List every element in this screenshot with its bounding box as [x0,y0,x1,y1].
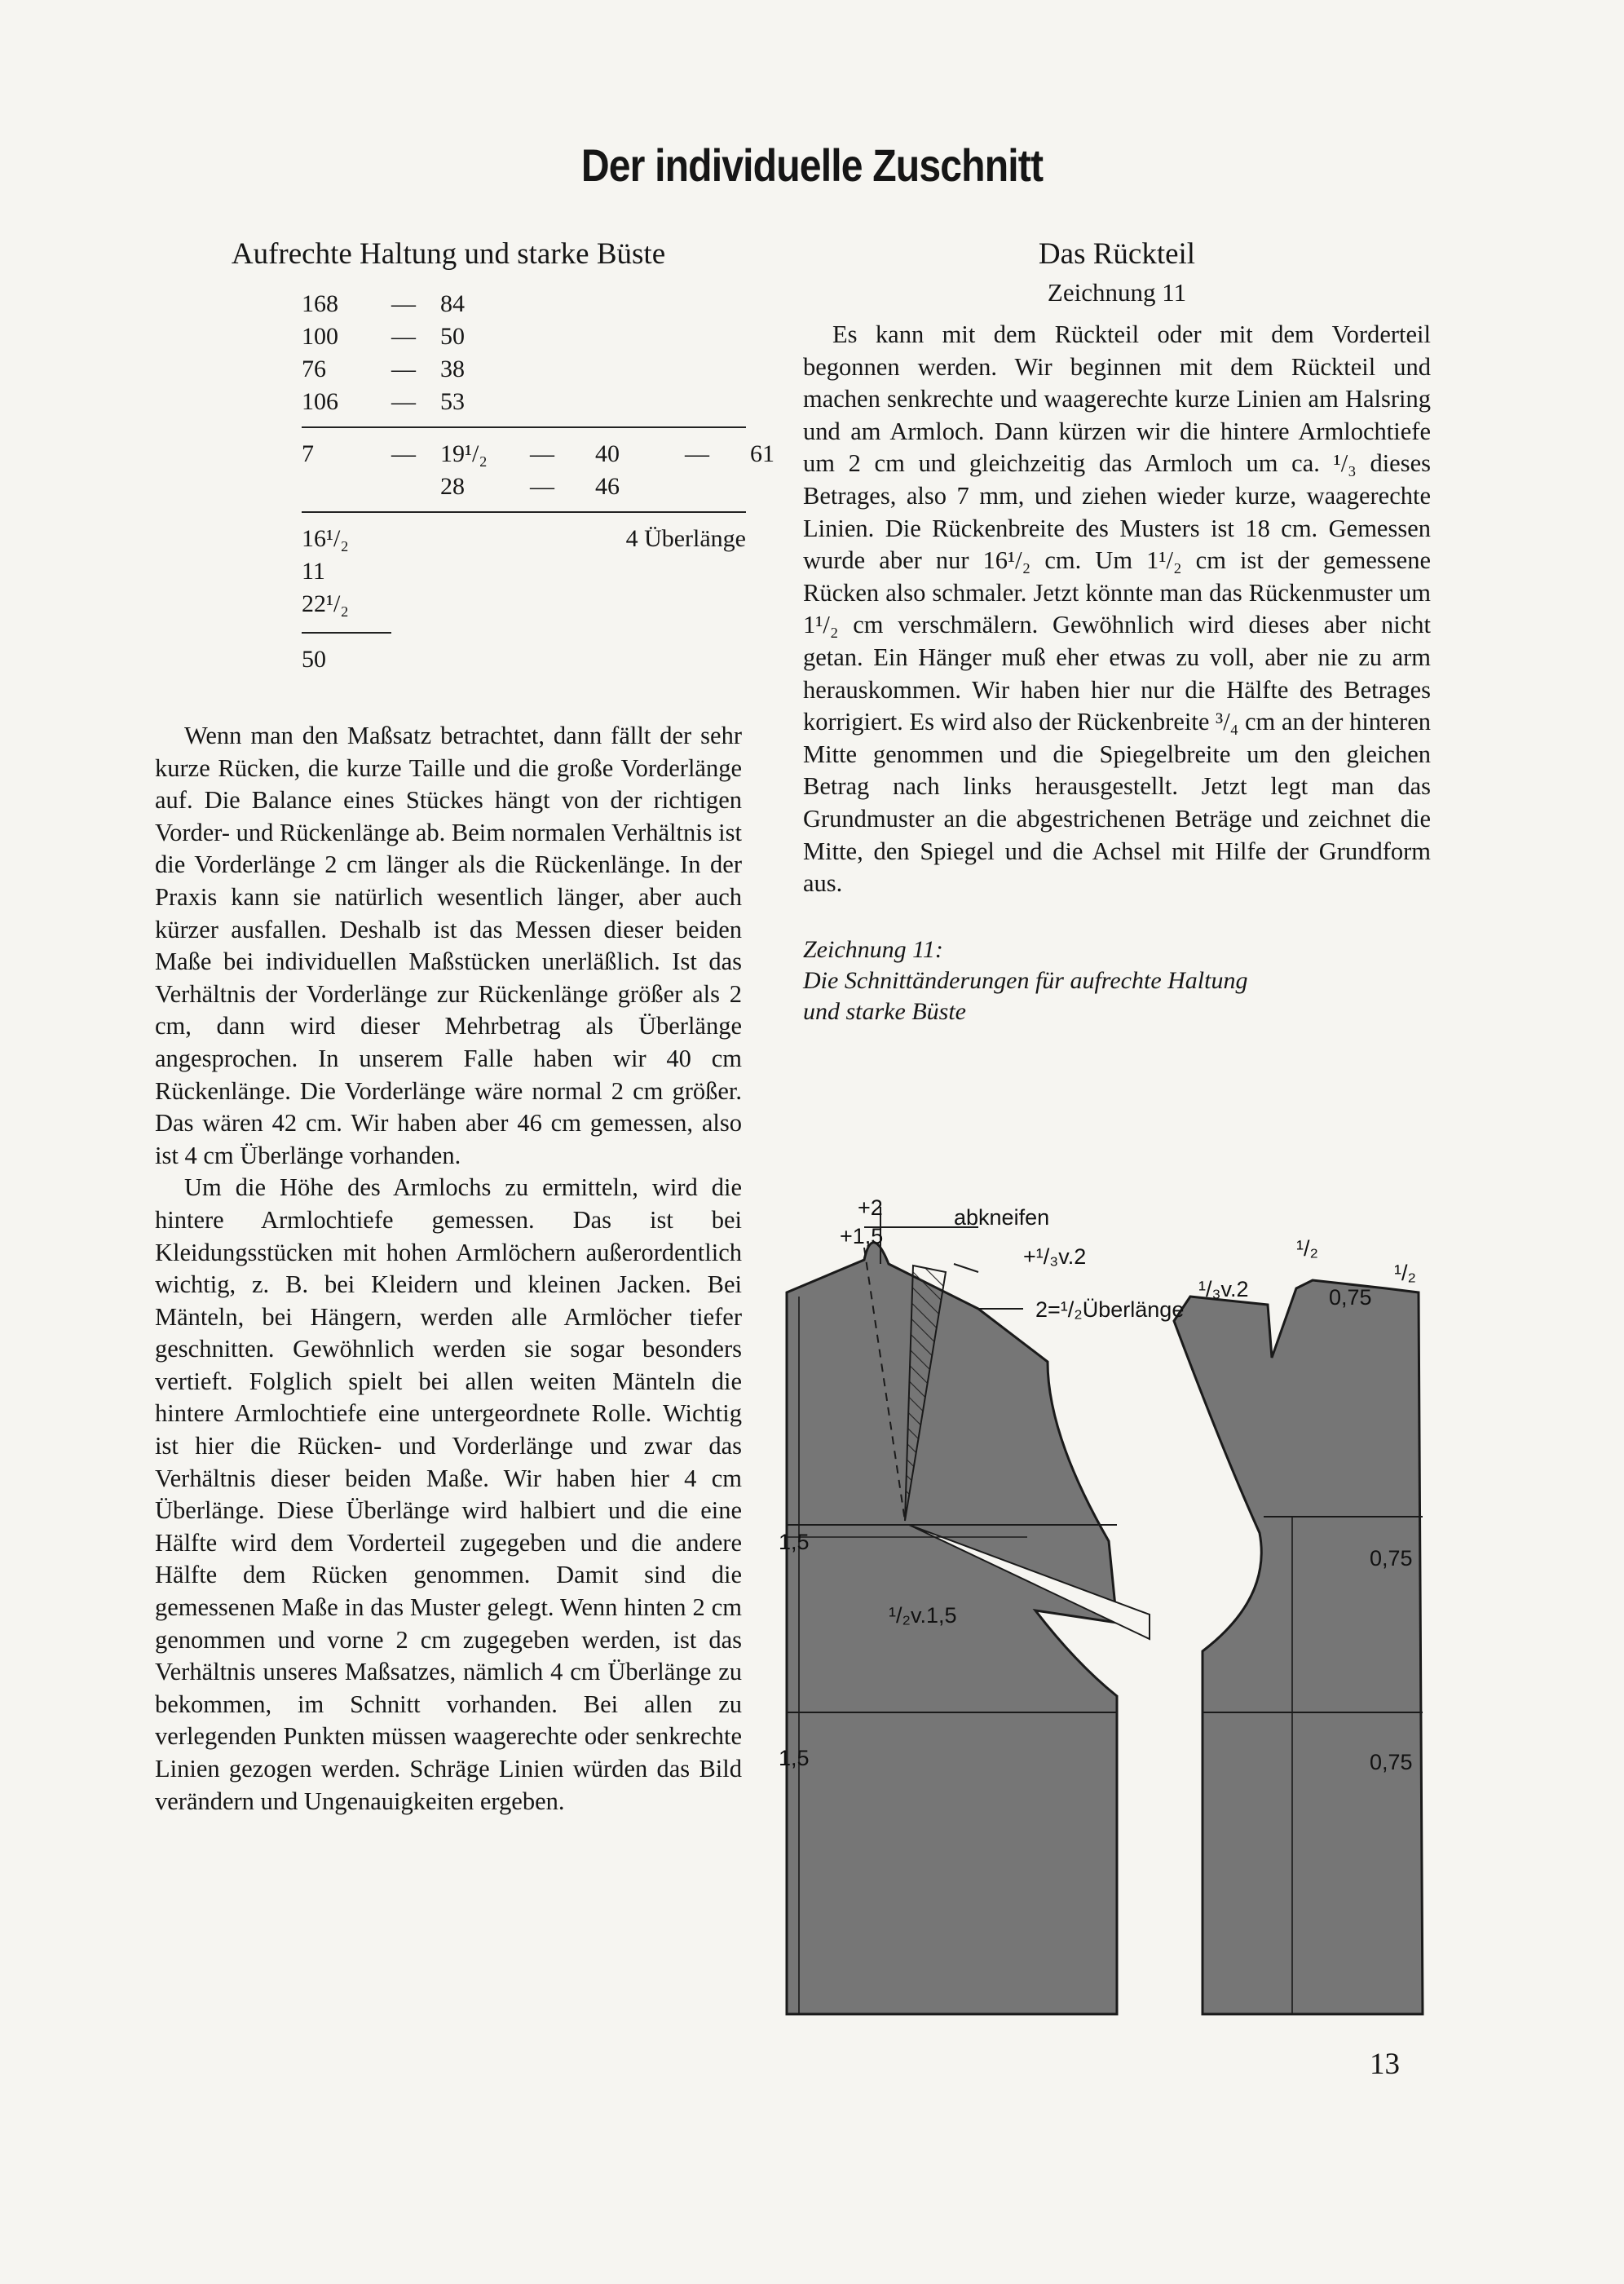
caption-line: Zeichnung 11: [803,935,943,963]
table-row [302,470,746,503]
label-minus15-a: 1,5 [779,1530,810,1554]
right-column [803,236,1431,1027]
table-cell: — [391,323,416,350]
table-cell: — [685,440,709,467]
label-plus2: +2 [858,1195,883,1220]
label-half-b: ¹/₂ [1394,1261,1416,1285]
front-pattern-piece [787,1243,1117,2014]
label-075-low: 0,75 [1370,1750,1413,1774]
caption-line: und starke Büste [803,997,966,1025]
table-cell: — [530,473,554,500]
table-cell: 76 [302,356,326,382]
table-row [302,523,746,555]
page-number: 13 [1370,2048,1400,2081]
label-plus15: +1,5 [840,1224,884,1248]
table-cell: 19¹/₂ [440,440,488,467]
table-cell: 61 [750,440,774,467]
table-cell: — [391,290,416,317]
paragraph: Es kann mit dem Rückteil oder mit dem Vorderteil begonnen werden. Wir beginnen mit dem Rückteil und machen senkrechte und waagerechte kurze Linien am Halsring und am Armloch. Dann kürzen wir die hintere Armlochtiefe um 2 cm und gleichzeitig das Armloch um ca. ¹/₃ dieses Betrages, also 7 mm, und ziehen wieder kurze, waagerechte Linien. Die Rückenbreite des Musters ist 18 cm. Gemessen wurde aber nur 16¹/₂ cm. Um 1¹/₂ cm ist der gemessene Rücken also schmaler. Jetzt könnte man das Rückenmuster um 1¹/₂ cm verschmälern. Gewöhnlich wird dieses aber nicht getan. Ein Hänger muß eher etwas zu voll, aber nie zu arm herauskommen. Wir haben hier nur die Hälfte des Betrages korrigiert. Es wird also der Rückenbreite ³/₄ cm an der hinteren Mitte genommen und die Spiegelbreite um den gleichen Betrag nach links herausgestellt. Jetzt legt man das Grundmuster an die abgestrichenen Beträge und zeichnet die Mitte, den Spiegel und die Achsel mit Hilfe der Grundform aus. [803,320,1431,898]
label-third-back: ¹/₃v.2 [1198,1277,1249,1301]
left-text [155,720,742,1818]
label-minus15-b: 1,5 [779,1746,810,1770]
table-cell: — [530,440,554,467]
page-title: Der individuelle Zuschnitt [580,139,1044,191]
table-cell: — [391,440,416,467]
label-half-overlength: 2=¹/₂Überlänge [1035,1297,1185,1322]
drawing-reference: Zeichnung 11 [1047,278,1187,307]
table-cell: 38 [440,356,465,382]
table-cell: 7 [302,440,314,467]
back-pattern-piece [1174,1280,1423,2014]
table-total [302,643,746,676]
table-rule [302,426,746,428]
table-cell: — [391,356,416,382]
overlength-label: 4 Überlänge [625,525,746,552]
label-arrow [954,1264,978,1272]
pattern-drawing [766,1191,1516,2022]
table-row [302,588,746,621]
table-cell: 50 [302,646,326,673]
table-cell: 46 [595,473,620,500]
section-heading-back: Das Rückteil [1038,237,1196,271]
label-075-mid: 0,75 [1370,1546,1413,1571]
figure-caption [803,934,1431,1027]
pattern-svg [766,1191,1516,2022]
table-cell: 50 [440,323,465,350]
table-cell: 168 [302,290,338,317]
table-cell: 40 [595,440,620,467]
table-cell: 28 [440,473,465,500]
table-row [302,353,746,386]
table-cell: 106 [302,388,338,415]
table-cell: 22¹/₂ [302,590,349,617]
table-cell: 53 [440,388,465,415]
table-cell: 16¹/₂ [302,525,349,552]
paragraph: Wenn man den Maßsatz betrachtet, dann fällt der sehr kurze Rücken, die kurze Taille und die große Vorderlänge auf. Die Balance eines Stückes hängt von der richtigen Vorder- und Rückenlänge ab. Beim normalen Verhältnis ist die Vorderlänge 2 cm länger als die Rückenlänge. In der Praxis kann sie natürlich wesentlich länger, aber auch kürzer ausfallen. Deshalb ist das Messen dieser beiden Maße bei individuellen Maßstücken unerläßlich. Ist das Verhältnis der Vorderlänge zur Rückenlänge größer als 2 cm, dann wird dieser Mehrbetrag als Überlänge angesprochen. In unserem Falle haben wir 40 cm Rückenlänge. Die Vorderlänge wäre normal 2 cm größer. Das wären 42 cm. Wir haben aber 46 cm gemessen, also ist 4 cm Überlänge vorhanden. [155,722,742,1169]
table-row [302,555,746,588]
label-half-a: ¹/₂ [1296,1236,1318,1261]
label-half-v15: ¹/₂v.1,5 [889,1603,957,1628]
table-cell: — [391,388,416,415]
label-075-top: 0,75 [1329,1285,1372,1310]
table-rule [302,511,746,513]
table-rule [302,632,391,634]
section-heading-posture: Aufrechte Haltung und starke Büste [231,237,666,271]
table-row [302,288,746,320]
measurement-table [302,288,774,676]
label-abkneifen: abkneifen [954,1205,1050,1230]
table-row [302,320,746,353]
paragraph: Um die Höhe des Armlochs zu ermitteln, wird die hintere Armlochtiefe gemessen. Das ist bei Kleidungsstücken mit hohen Armlöchern außerordentlich wichtig, z. B. bei Kleidern und kleinen Jacken. Bei Mänteln, bei Hängern, werden alle Armlöcher tiefer geschnitten. Gewöhnlich werden sie sogar besonders vertieft. Folglich spielt bei allen weiten Mänteln die hintere Armlochtiefe eine untergeordnete Rolle. Wichtig ist hier die Rücken- und Vorderlänge und zwar das Verhältnis dieser beiden Maße. Wir haben hier 4 cm Überlänge. Diese Überlänge wird halbiert und die eine Hälfte wird dem Vorderteil zugegeben und die andere Hälfte dem Rücken genommen. Damit sind die gemessenen Maße in das Muster gelegt. Wenn hinten 2 cm genommen und vorne 2 cm zugegeben werden, ist das Verhältnis unseres Maßsatzes, nämlich 4 cm Überlänge zu bekommen, im Schnitt vorhanden. Bei allen zu verlegenden Punkten müssen waagerechte oder senkrechte Linien gezogen werden. Schräge Linien würden das Bild verändern und Ungenauigkeiten ergeben. [155,1173,742,1815]
left-column [155,236,774,1818]
caption-line: Die Schnittänderungen für aufrechte Haltung [803,966,1248,994]
table-cell: 11 [302,558,325,585]
label-third-front: +¹/₃v.2 [1023,1244,1087,1269]
table-row [302,438,774,470]
table-cell: 84 [440,290,465,317]
table-row [302,386,746,418]
table-cell: 100 [302,323,338,350]
